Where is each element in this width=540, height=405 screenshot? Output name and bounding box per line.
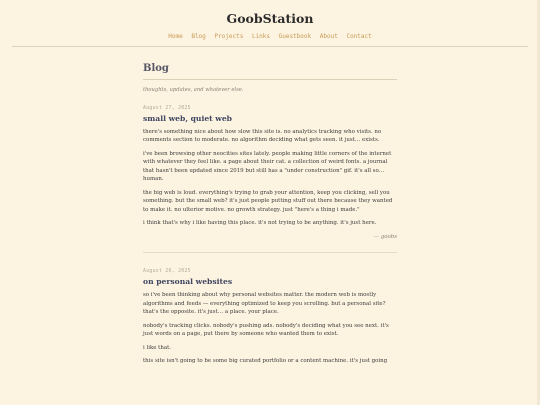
main-content bbox=[143, 63, 397, 365]
post-paragraph: i like that. bbox=[143, 344, 172, 351]
post-date: August 26, 2025 bbox=[143, 269, 191, 275]
nav-about[interactable]: About bbox=[319, 33, 338, 40]
post-paragraph: this site isn't going to be some big curated portfolio or a content machine. it's just going bbox=[143, 358, 388, 364]
main-nav bbox=[0, 33, 540, 40]
blog-post bbox=[143, 269, 397, 365]
blog-post bbox=[143, 106, 397, 253]
post-body bbox=[143, 128, 397, 227]
post-divider bbox=[143, 252, 397, 253]
post-paragraph: the big web is loud. everything's trying to grab your attention, keep you clicking, sell you something. but the small web? it's just people putting stuff out there because they wanted to make it. no ulterior motive. no growth strategy. just "here's a thing i made." bbox=[143, 189, 393, 213]
post-paragraph: nobody's tracking clicks. nobody's pushing ads. nobody's deciding what you see next. it's just words on a page, put there by someone who wanted them to exist. bbox=[143, 322, 389, 338]
post-paragraph: i've been browsing other neocities sites lately. people making little corners of the internet with whatever they feel like. a page about their cat. a collection of weird fonts. a journal that hasn't been updated since 2019 but still has a "under construction" gif. it's all so… human. bbox=[143, 150, 392, 183]
nav-contact[interactable]: Contact bbox=[346, 33, 372, 40]
post-title[interactable]: on personal websites bbox=[143, 277, 233, 287]
post-body bbox=[143, 291, 397, 365]
post-date: August 27, 2025 bbox=[143, 106, 191, 111]
nav-guestbook[interactable]: Guestbook bbox=[278, 33, 312, 40]
nav-links[interactable]: Links bbox=[251, 33, 270, 40]
header-divider bbox=[12, 46, 528, 47]
heading-divider bbox=[143, 79, 397, 80]
page-heading: Blog bbox=[143, 63, 169, 74]
page-tagline: thoughts, updates, and whatever else. bbox=[143, 87, 244, 93]
post-paragraph: there's something nice about how slow this site is. no analytics tracking who visits. no comments section to moderate. no algorithm deciding what gets seen. it just… exists. bbox=[143, 129, 382, 144]
nav-home[interactable]: Home bbox=[168, 33, 183, 40]
post-paragraph: i think that's why i like having this place. it's not trying to be anything. it's just here. bbox=[143, 219, 377, 226]
post-paragraph: so i've been thinking about why personal websites matter. the modern web is mostly algorithms and feeds — everything optimized to keep you scrolling. but a personal site? that's the opposite. it's just… a place. your place. bbox=[143, 292, 386, 316]
nav-projects[interactable]: Projects bbox=[214, 33, 244, 40]
post-signature: — goobs bbox=[373, 234, 397, 241]
nav-blog[interactable]: Blog bbox=[191, 33, 206, 40]
post-title[interactable]: small web, quiet web bbox=[143, 114, 232, 123]
site-title[interactable]: GoobStation bbox=[226, 11, 314, 26]
